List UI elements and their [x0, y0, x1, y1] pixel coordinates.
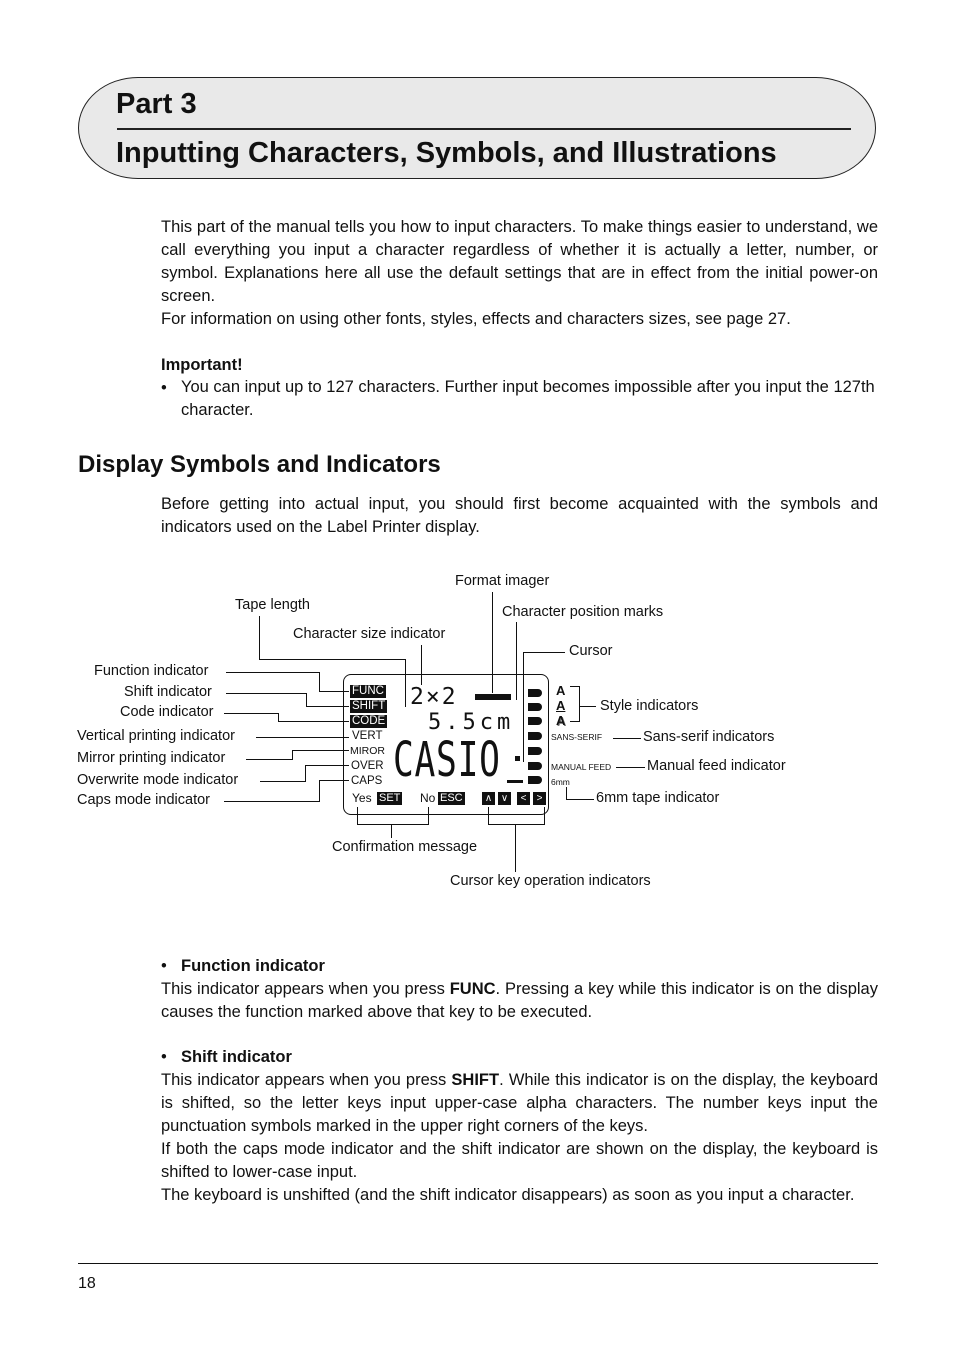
char-position-mark — [515, 756, 520, 761]
leader-line — [226, 672, 319, 673]
leader-line — [305, 765, 306, 782]
vert-indicator: VERT — [352, 730, 383, 742]
right-arrow-icon: > — [533, 792, 546, 805]
part-title: Inputting Characters, Symbols, and Illustrations — [116, 137, 777, 169]
shift-key-name: SHIFT — [451, 1071, 500, 1089]
leader-line — [391, 824, 392, 838]
label-format-imager: Format imager — [455, 573, 550, 589]
label-mirror-printing: Mirror printing indicator — [77, 750, 226, 766]
leader-line — [259, 659, 405, 660]
label-cursor: Cursor — [569, 643, 613, 659]
func-key-name: FUNC — [449, 980, 496, 998]
leader-line — [319, 780, 320, 802]
function-indicator-heading: Function indicator — [181, 957, 325, 975]
function-indicator-body: This indicator appears when you press FUNC. Pressing a key while this indicator is on the display causes the function marked above that key to be executed. — [161, 980, 878, 1021]
style-mark-icon — [528, 747, 542, 755]
left-arrow-icon: < — [517, 792, 530, 805]
leader-line — [570, 721, 580, 722]
shift-indicator-body-3: The keyboard is unshifted (and the shift indicator disappears) as soon as you input a character. — [161, 1186, 855, 1204]
char-size-readout: 2×2 — [410, 684, 458, 710]
shift-indicator: SHIFT — [352, 700, 386, 712]
leader-line — [319, 672, 320, 692]
label-overwrite-mode: Overwrite mode indicator — [77, 772, 239, 788]
style-mark-icon — [528, 776, 542, 784]
shift-indicator-body: This indicator appears when you press SHIFT. While this indicator is on the display, the keyboard is shifted, so the letter keys input upper-case alpha characters. The number keys input the punctuation symbols marked in the upper right corners of the keys. — [161, 1071, 878, 1135]
func-indicator: FUNC — [352, 685, 384, 697]
footer-rule — [78, 1263, 878, 1264]
label-char-position-marks: Character position marks — [502, 604, 664, 620]
no-label: No — [420, 791, 436, 805]
down-arrow-icon: ∨ — [498, 792, 511, 805]
label-char-size-indicator: Character size indicator — [293, 626, 446, 642]
sans-serif-indicator: SANS-SERIF — [551, 732, 603, 742]
yes-label: Yes — [352, 791, 372, 805]
banner-rule — [117, 128, 851, 130]
style-mark-icon — [528, 762, 542, 770]
leader-line — [515, 824, 516, 872]
label-caps-mode: Caps mode indicator — [77, 792, 210, 808]
leader-line — [580, 706, 596, 707]
label-cursor-key-indicators: Cursor key operation indicators — [450, 873, 651, 889]
section-heading: Display Symbols and Indicators — [78, 451, 441, 478]
part-label: Part 3 — [116, 88, 197, 120]
style-indicator-a1: A — [556, 683, 566, 698]
leader-line — [224, 713, 278, 714]
bullet-dot: • — [161, 1048, 167, 1066]
leader-line — [579, 686, 580, 722]
label-sans-serif-indicators: Sans-serif indicators — [643, 729, 775, 745]
label-manual-feed-indicator: Manual feed indicator — [647, 758, 786, 774]
leader-line — [566, 799, 594, 800]
leader-line — [226, 693, 306, 694]
leader-line — [278, 713, 279, 721]
leader-line — [224, 801, 319, 802]
style-indicator-a2: A — [556, 698, 566, 713]
leader-line — [256, 737, 349, 738]
bullet-dot: • — [161, 379, 167, 397]
style-indicator-a3: A — [556, 713, 566, 728]
label-function-indicator: Function indicator — [94, 663, 209, 679]
label-shift-indicator: Shift indicator — [124, 684, 212, 700]
leader-line — [566, 787, 567, 799]
format-imager-bar — [475, 694, 511, 700]
style-mark-icon — [528, 732, 542, 740]
shift-indicator-body-2: If both the caps mode indicator and the shift indicator are shown on the display, the keyboard is shifted to lower-case input. — [161, 1140, 878, 1181]
up-arrow-icon: ∧ — [482, 792, 495, 805]
manual-feed-indicator: MANUAL FEED — [551, 762, 612, 772]
leader-line — [246, 759, 292, 760]
caps-indicator: CAPS — [351, 775, 383, 787]
esc-key-indicator: ESC — [440, 792, 463, 804]
label-vertical-printing: Vertical printing indicator — [77, 728, 235, 744]
leader-line — [488, 824, 545, 825]
label-tape-length: Tape length — [235, 597, 310, 613]
over-indicator: OVER — [351, 760, 384, 772]
tape-length-readout: 5.5cm — [428, 710, 515, 735]
leader-line — [306, 693, 307, 706]
label-confirmation-message: Confirmation message — [332, 839, 478, 855]
label-code-indicator: Code indicator — [120, 704, 214, 720]
leader-line — [292, 750, 293, 760]
leader-line — [260, 781, 305, 782]
style-mark-icon — [528, 703, 542, 711]
intro-paragraph: This part of the manual tells you how to input characters. To make things easier to understand, we call everything you input a character regardless of whether it is actually a letter, number, or symbol. Explanations here all use the default settings that are in effect from the initial power-on screen. — [161, 218, 878, 305]
code-indicator: CODE — [352, 715, 386, 727]
bullet-dot: • — [161, 957, 167, 975]
important-label: Important! — [161, 356, 243, 374]
page-number: 18 — [78, 1275, 96, 1292]
leader-line — [292, 750, 349, 751]
important-item: You can input up to 127 characters. Further input becomes impossible after you input the 127th character. — [181, 378, 875, 419]
leader-line — [616, 767, 645, 768]
section-intro: Before getting into actual input, you should first become acquainted with the symbols and indicators used on the Label Printer display. — [161, 495, 878, 536]
cursor-underline — [507, 780, 523, 783]
shift-indicator-heading: Shift indicator — [181, 1048, 292, 1066]
leader-line — [259, 616, 260, 660]
leader-line — [278, 721, 349, 722]
leader-line — [613, 738, 641, 739]
tape-6mm-indicator: 6mm — [551, 777, 570, 787]
label-style-indicators: Style indicators — [600, 698, 699, 714]
miror-indicator: MIROR — [350, 745, 385, 757]
intro-paragraph-2: For information on using other fonts, styles, effects and characters sizes, see page 27. — [161, 310, 791, 328]
label-6mm-tape-indicator: 6mm tape indicator — [596, 790, 720, 806]
display-text: CASIO — [393, 732, 501, 788]
style-mark-icon — [528, 689, 542, 697]
leader-line — [523, 652, 565, 653]
leader-line — [357, 824, 429, 825]
set-key-indicator: SET — [379, 792, 401, 804]
style-mark-icon — [528, 717, 542, 725]
